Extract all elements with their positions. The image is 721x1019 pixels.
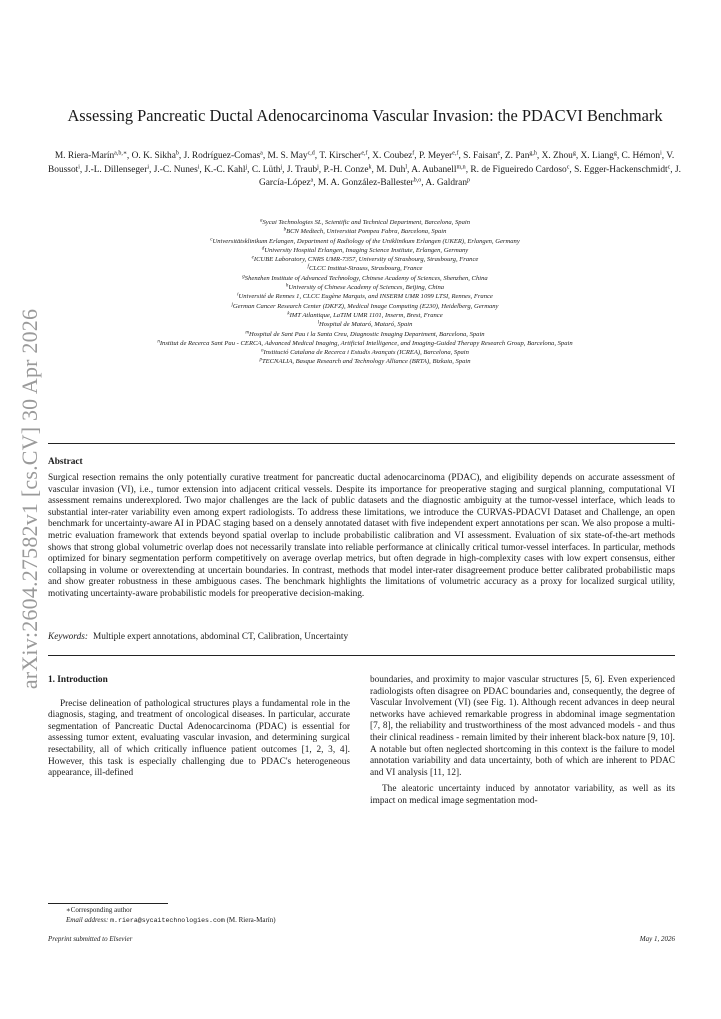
affiliation-marker: b xyxy=(283,227,287,233)
author-name: S. Egger-Hackenschmidt xyxy=(574,164,668,175)
author-affiliation-marker: i xyxy=(197,164,200,170)
author-name: M. S. May xyxy=(267,151,308,161)
author xyxy=(319,151,367,161)
author xyxy=(318,178,421,188)
affiliation-text: ICUBE Laboratory, CNRS UMR-7357, University of Strasbourg, Strasbourg, France xyxy=(253,256,479,264)
affiliation-marker: l xyxy=(317,320,319,326)
affiliation xyxy=(40,264,690,273)
affiliation xyxy=(40,246,690,255)
affiliation-text: University Hospital Erlangen, Imaging Science Institute, Erlangen, Germany xyxy=(264,246,469,254)
author-affiliation-marker: f xyxy=(412,150,415,157)
author xyxy=(268,151,315,161)
author xyxy=(55,151,127,161)
author-name: S. Faisan xyxy=(463,151,498,161)
section-heading-introduction: 1. Introduction xyxy=(48,675,108,685)
author xyxy=(581,151,617,161)
author-affiliation-marker: j xyxy=(245,164,248,170)
arxiv-identifier: arXiv:2604.27582v1 [cs.CV] 30 Apr 2026 xyxy=(17,308,42,690)
right-column xyxy=(370,675,675,808)
author-name: M. A. González-Ballester xyxy=(317,178,414,188)
affiliation xyxy=(40,357,690,366)
affiliation-text: Universitätsklinikum Erlangen, Department of Radiology of the Uniklinikum Erlangen (UKER), Erlangen, Germany xyxy=(212,237,520,245)
affiliation-text: University of Chinese Academy of Sciences, Beijing, China xyxy=(288,284,445,292)
author xyxy=(184,151,263,161)
affiliation xyxy=(40,320,690,329)
affiliation-text: Sycai Technologies SL, Scientific and Technical Department, Barcelona, Spain xyxy=(262,219,470,226)
author-affiliation-marker: k xyxy=(368,164,372,170)
author-name: X. Liang xyxy=(580,151,614,161)
affiliation-marker: e xyxy=(251,255,254,261)
author xyxy=(622,151,662,161)
affiliation-text: Hospital de Sant Pau i la Santa Creu, Diagnostic Imaging Department, Barcelona, Spain xyxy=(249,330,485,338)
author xyxy=(505,151,537,161)
author xyxy=(463,151,500,161)
author xyxy=(411,165,465,175)
author-name: M. Duh xyxy=(376,164,406,175)
affiliation-marker: j xyxy=(231,302,233,308)
author-affiliation-marker: i xyxy=(78,164,80,170)
author xyxy=(542,151,576,161)
affiliation-text: Université de Rennes 1, CLCC Eugène Marquis, and INSERM UMR 1099 LTSI, Rennes, France xyxy=(238,293,493,301)
affiliation-marker: h xyxy=(285,283,289,289)
author-affiliation-marker: e,f xyxy=(361,150,368,157)
author-affiliation-marker: l xyxy=(405,164,408,170)
affiliation-marker: n xyxy=(157,339,160,345)
affiliation-marker: m xyxy=(245,330,250,336)
affiliation-marker: p xyxy=(259,357,262,363)
author-name: J. Traub xyxy=(286,164,318,175)
affiliation-marker: i xyxy=(237,292,239,298)
author xyxy=(154,165,200,175)
author-affiliation-marker: i xyxy=(147,164,150,170)
affiliation-text: Institució Catalana de Recerca i Estudis Avançats (ICREA), Barcelona, Spain xyxy=(263,349,469,357)
author-name: J. García-López xyxy=(258,164,681,188)
affiliation-marker: d xyxy=(261,246,265,252)
affiliation-marker: f xyxy=(307,264,309,270)
keywords-text: Multiple expert annotations, abdominal CT, Calibration, Uncertainty xyxy=(92,632,349,642)
intro-paragraph-2: The aleatoric uncertainty induced by annotator variability, as well as its impact on medical image segmentation mod- xyxy=(370,784,675,806)
footnote-email-label: Email address: xyxy=(66,915,109,924)
author xyxy=(85,165,149,175)
affiliation-marker: c xyxy=(210,237,213,243)
author-affiliation-marker: g xyxy=(613,150,617,157)
author-name: P.-H. Conze xyxy=(323,164,369,175)
affiliation xyxy=(40,237,690,246)
author-affiliation-marker: c xyxy=(667,164,671,170)
affiliation xyxy=(40,292,690,301)
author-name: C. Hémon xyxy=(621,151,661,161)
affiliation xyxy=(40,283,690,292)
affiliation xyxy=(40,348,690,357)
author-affiliation-marker: a,b,∗ xyxy=(114,150,127,157)
author xyxy=(425,178,470,188)
author-affiliation-marker: c,d xyxy=(307,150,315,157)
author-affiliation-marker: a xyxy=(310,177,314,184)
affiliation xyxy=(40,302,690,311)
author-affiliation-marker: g xyxy=(572,150,576,157)
paper-title: Assessing Pancreatic Ductal Adenocarcinoma Vascular Invasion: the PDACVI Benchmark xyxy=(67,106,663,125)
author-name: J.-L. Dillenseger xyxy=(84,164,148,175)
affiliation xyxy=(40,330,690,339)
footer-date: May 1, 2026 xyxy=(639,935,675,943)
author-affiliation-marker: i xyxy=(660,150,662,157)
footnote-marker: ∗ xyxy=(66,906,71,914)
author-name: M. Riera-Marín xyxy=(54,151,115,161)
author-affiliation-marker: b,o xyxy=(413,177,422,184)
author-name: A. Aubanell xyxy=(411,164,457,175)
author xyxy=(376,165,407,175)
affiliation-text: German Cancer Research Center (DKFZ), Medical Image Computing (E230), Heidelberg, Germany xyxy=(232,302,499,310)
footnote-corresponding: Corresponding author xyxy=(70,906,133,914)
keywords-line xyxy=(48,632,348,642)
author-name: T. Kirscher xyxy=(319,151,362,161)
author-affiliation-marker: p xyxy=(467,177,471,184)
affiliation xyxy=(40,339,690,348)
author xyxy=(132,151,179,161)
author-name: R. de Figueiredo Cardoso xyxy=(470,164,567,175)
keywords-label: Keywords: xyxy=(48,632,88,642)
author-affiliation-marker: j xyxy=(317,164,319,170)
author xyxy=(372,151,414,161)
affiliation xyxy=(40,274,690,283)
intro-paragraph-1-continued: boundaries, and proximity to major vascular structures [5, 6]. Even experienced radiologists often disagree on PDAC boundaries and, consequently, the degree of Vascular Involvement (VI) (see Fig. 1). Although recent advances in deep neural networks have achieved remarkable progress in abdominal image segmentation [7, 8], the reliability and trustworthiness of the most advanced models - and thus their clinical readiness - remain limited by their inherent black-box nature [9, 10]. A notable but often neglected shortcoming in this context is the failure to model annotation variability and data uncertainty, both of which are inherent to PDAC and VI analysis [11, 12]. xyxy=(370,675,675,778)
abstract-heading: Abstract xyxy=(48,457,83,467)
author-name: X. Coubez xyxy=(372,151,413,161)
abstract-text: Surgical resection remains the only potentially curative treatment for pancreatic ductal adenocarcinoma (PDAC), and eligibility depends on accurate assessment of vascular invasion (VI), i.e., tumor extension into adjacent critical vessels. Despite its importance for preoperative staging and surgical planning, computational VI assessment remains underexplored. Two major challenges are the lack of public datasets and the diagnostic ambiguity at the tumor-vessel interface, which leads to substantial inter-rater variability even among expert radiologists. To address these limitations, we introduce the CURVAS-PDACVI Dataset and Challenge, an open benchmark for uncertainty-aware AI in PDAC staging based on a densely annotated dataset with five independent expert annotations per scan. We also propose a multi-metric evaluation framework that extends beyond spatial overlap to include probabilistic calibration and VI assessment. Evaluation of six state-of-the-art methods shows that strong global volumetric overlap does not necessarily translate into reliable performance at clinically critical tumor-vessel interfaces. In particular, methods optimized for binary segmentation perform competitively on average overlap metrics, but often degrade in high-complexity cases with low expert consensus, either collapsing in volume or overextending at uncertain boundaries. In contrast, methods that model inter-rater disagreement produce better calibrated probabilistic maps and show greater robustness in these ambiguous cases. The benchmark highlights the limitations of volumetric accuracy as a proxy for localized surgical utility, motivating uncertainty-aware probabilistic models for preoperative decision-making. xyxy=(48,473,675,599)
affiliation-text: CLCC Institut-Strauss, Strasbourg, France xyxy=(308,265,423,273)
author-affiliation-marker: g,h xyxy=(529,150,537,157)
footer-preprint-note: Preprint submitted to Elsevier xyxy=(48,935,133,943)
intro-paragraph-1: Precise delineation of pathological structures plays a fundamental role in the diagnosis, staging, and treatment of oncological diseases. In particular, accurate segmentation of Pancreatic Ductal Adenocarcinoma (PDAC) is essential for assessing tumor extent, evaluating vascular invasion, and determining surgical resectability, all of which critically influence patient outcomes [1, 2, 3, 4]. However, this task is especially challenging due to PDAC's heterogeneous appearance, ill-defined xyxy=(48,698,350,779)
author xyxy=(419,151,459,161)
affiliation xyxy=(40,255,690,264)
abstract-top-rule xyxy=(48,443,675,444)
author xyxy=(470,165,569,175)
author-name: O. K. Sikha xyxy=(131,151,176,161)
author xyxy=(204,165,247,175)
author-name: V. Boussot xyxy=(48,151,675,175)
author xyxy=(287,165,319,175)
author xyxy=(574,165,670,175)
author xyxy=(323,165,371,175)
author-affiliation-marker: e,f xyxy=(452,150,459,157)
affiliation-marker: o xyxy=(261,348,264,354)
author-affiliation-marker: c xyxy=(566,164,570,170)
author-list: M. Riera-Marín$^{a,b,∗}$, O. K. Sikha$^b$, J. Rodríguez-Comas$^a$, M. S. May$^{c,d}$, T. Kirscher$^{e,f}$, X. Coubez$^f$, P. Meyer$^{e,f}$, S. Faisan$^e$, Z. Pan$^{g,h}$, X. Zhou$^g$, X. Liang$^g$, C. Hémon$^i$, V. Boussot$^i$, J.-L. Dillenseger$^i$, J.-C. Nunes$^i$, K.-C. Kahl$^j$, C. Lüth$^j$, J. Traub$^j$, P.-H. Conze$^k$, M. Duh$^l$, A. Aubanell$^{m,n}$, R. de Figueiredo Cardoso$^c$, S. Egger-Hackenschmidt$^c$, J. García-López$^a$, M. A. González-Ballester$^{b,o}$, A. Galdran$^p$ xyxy=(48,150,681,188)
affiliation-marker: k xyxy=(287,311,290,317)
footnote-email-link[interactable]: m.riera@sycaitechnologies.com xyxy=(110,916,225,924)
author-name: A. Galdran xyxy=(425,178,468,188)
affiliation-list xyxy=(40,218,690,367)
footnote xyxy=(48,906,353,925)
left-column xyxy=(48,675,350,780)
affiliation xyxy=(40,218,690,227)
affiliation-text: TECNALIA, Basque Research and Technology Alliance (BRTA), Bizkaia, Spain xyxy=(261,358,471,366)
affiliation-text: Shenzhen Institute of Advanced Technology, Chinese Academy of Sciences, Shenzhen, China xyxy=(244,274,488,282)
author-name: J.-C. Nunes xyxy=(153,164,198,175)
affiliation-marker: g xyxy=(242,274,245,280)
affiliation-text: Institut de Recerca Sant Pau - CERCA, Advanced Medical Imaging, Artificial Intelligence, and Imaging-Guided Therapy Research Group, Barcelona, Spain xyxy=(159,339,573,347)
affiliation-text: BCN Medtech, Universitat Pompeu Fabra, Barcelona, Spain xyxy=(286,228,447,236)
author-affiliation-marker: m,n xyxy=(456,164,466,170)
author-affiliation-marker: a xyxy=(260,150,263,157)
footnote-rule xyxy=(48,903,168,904)
author-name: K.-C. Kahl xyxy=(204,164,246,175)
author-name: J. Rodríguez-Comas xyxy=(183,151,261,161)
affiliation-text: IMT Atlantique, LaTIM UMR 1101, Inserm, Brest, France xyxy=(289,311,443,319)
author-affiliation-marker: e xyxy=(497,150,501,157)
affiliation-text: Hospital de Mataró, Mataró, Spain xyxy=(318,321,413,329)
affiliation-marker: a xyxy=(260,218,263,224)
author-affiliation-marker: b xyxy=(175,150,179,157)
affiliation xyxy=(40,311,690,320)
author-affiliation-marker: j xyxy=(280,164,283,170)
author-name: P. Meyer xyxy=(418,151,453,161)
abstract-bottom-rule xyxy=(48,655,675,656)
author-name: Z. Pan xyxy=(504,151,530,161)
author-name: C. Lüth xyxy=(251,164,281,175)
author-name: X. Zhou xyxy=(541,151,573,161)
affiliation xyxy=(40,227,690,236)
footnote-email-owner: (M. Riera-Marín) xyxy=(226,915,276,924)
author xyxy=(252,165,282,175)
